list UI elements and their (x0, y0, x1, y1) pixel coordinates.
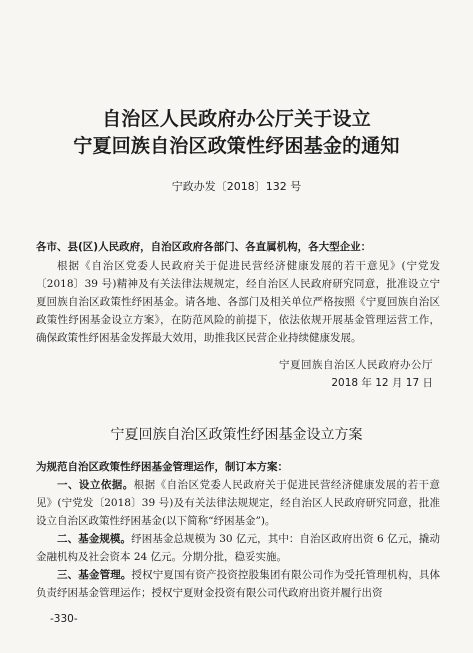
plan-item-scale-text: 纾困基金总规模为 30 亿元，其中：自治区政府出资 6 亿元，撬动金融机构及社会资本 24 亿元。分期分批，稳妥实施。 (36, 533, 440, 563)
document-title-line-2: 宁夏回族自治区政策性纾困基金的通知 (73, 135, 400, 157)
plan-item-basis-heading: 一、设立依据。 (57, 479, 134, 491)
plan-item-scale (36, 530, 440, 566)
plan-item-management (36, 566, 440, 602)
document-title (0, 106, 473, 160)
document-number: 宁政办发〔2018〕132 号 (171, 180, 302, 193)
document-title-line-1: 自治区人民政府办公厅关于设立 (102, 108, 371, 130)
plan-item-scale-heading: 二、基金规模。 (57, 533, 132, 545)
plan-item-basis (36, 476, 440, 530)
signature-date: 2018 年 12 月 17 日 (331, 377, 433, 389)
plan-intro: 为规范自治区政策性纾困基金管理运作，制订本方案： (36, 461, 288, 473)
plan-item-basis-text: 根据《自治区党委人民政府关于促进民营经济健康发展的若干意见》(宁党发〔2018〕39 号)及有关法律法规规定，经自治区人民政府研究同意，批准设立自治区政策性纾困基金(以下简称“纾困基金”)。 (36, 479, 441, 527)
plan-item-management-heading: 三、基金管理。 (57, 569, 132, 581)
plan-title: 宁夏回族自治区政策性纾困基金设立方案 (110, 427, 363, 443)
plan-item-management-text: 授权宁夏国有资产投资控股集团有限公司作为受托管理机构，具体负责纾困基金管理运作；授权宁夏财金投资有限公司代政府出资并履行出资 (36, 569, 440, 599)
notice-paragraph: 根据《自治区党委人民政府关于促进民营经济健康发展的若干意见》(宁党发〔2018〕39 号)精神及有关法律法规规定，经自治区人民政府研究同意，批准设立宁夏回族自治区政策性纾困基金。请各地、各部门及相关单位严格按照《宁夏回族自治区政策性纾困基金设立方案》，在防范风险的前提下，依法依规开展基金管理运营工作，确保政策性纾困基金发挥最大效用，助推我区民营企业持续健康发展。 (36, 260, 440, 344)
signature-organization: 宁夏回族自治区人民政府办公厅 (279, 359, 433, 371)
salutation: 各市、县(区)人民政府，自治区政府各部门、各直属机构，各大型企业： (36, 241, 372, 253)
page-number: -330- (50, 613, 78, 625)
